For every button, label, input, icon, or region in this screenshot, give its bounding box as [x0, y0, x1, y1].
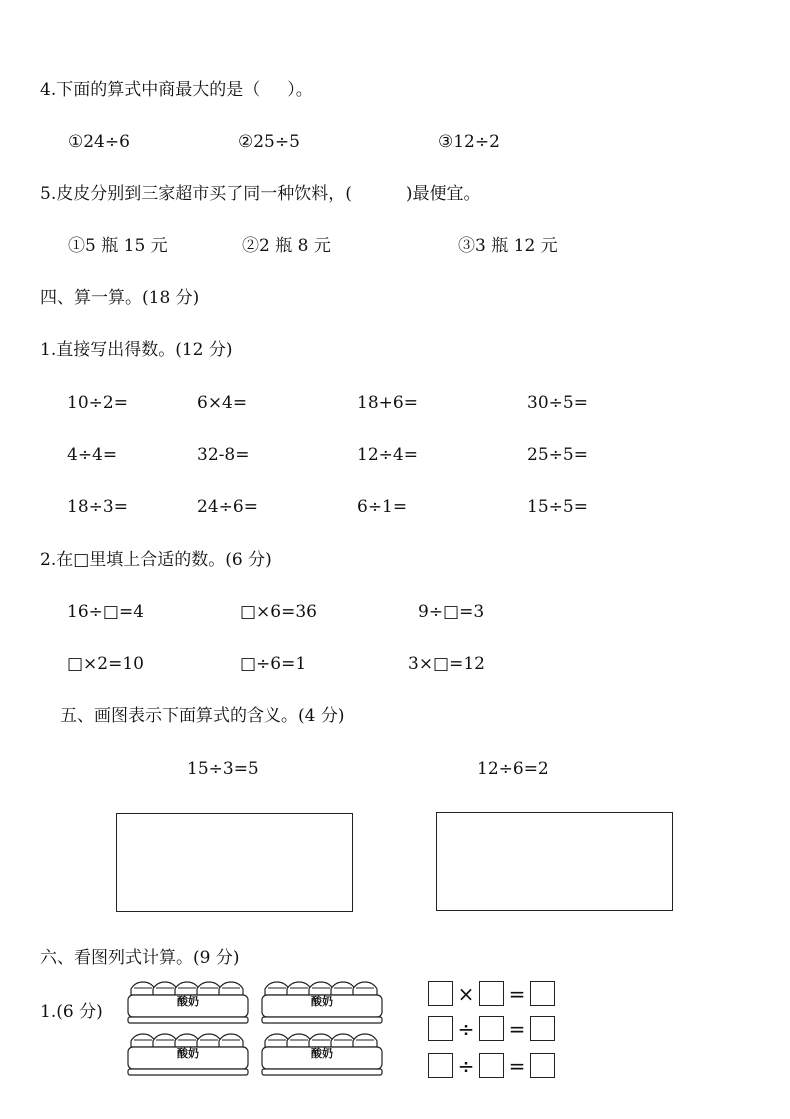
- expression-1: 15÷3=5: [187, 759, 259, 779]
- calc-item: 24÷6=: [197, 497, 258, 517]
- section6-title: 六、看图列式计算。(9 分): [40, 948, 240, 968]
- drawing-box-2[interactable]: [436, 812, 673, 911]
- equation-row-2: [428, 1016, 555, 1041]
- fill-item: 3×□=12: [408, 654, 485, 674]
- fill-item: 9÷□=3: [418, 602, 485, 622]
- calc-item: 12÷4=: [357, 445, 418, 465]
- fill-item: □×6=36: [240, 602, 317, 622]
- pack-label: 酸奶: [177, 1047, 199, 1060]
- calc-item: 18÷3=: [67, 497, 128, 517]
- yogurt-pack-image: [260, 1031, 384, 1077]
- calc-item: 6×4=: [197, 393, 248, 413]
- section4-part1-title: 1.直接写出得数。(12 分): [40, 340, 233, 360]
- answer-box[interactable]: [530, 1053, 555, 1078]
- section4-title: 四、算一算。(18 分): [40, 288, 200, 308]
- yogurt-pack-image: [126, 1031, 250, 1077]
- section5-title: 五、画图表示下面算式的含义。(4 分): [60, 706, 345, 726]
- calc-item: 32-8=: [197, 445, 250, 465]
- operator: ÷: [457, 1016, 475, 1041]
- q5-option-1: ①5 瓶 15 元: [68, 236, 168, 256]
- q4-option-2: ②25÷5: [238, 132, 300, 152]
- drawing-box-1[interactable]: [116, 813, 353, 912]
- answer-box[interactable]: [428, 1016, 453, 1041]
- equation-row-1: [428, 981, 555, 1006]
- calc-item: 30÷5=: [527, 393, 588, 413]
- equals-sign: =: [508, 1016, 526, 1041]
- fill-item: □÷6=1: [240, 654, 307, 674]
- yogurt-pack-image: [260, 979, 384, 1025]
- q5-question: 5.皮皮分别到三家超市买了同一种饮料，( )最便宜。: [40, 184, 481, 204]
- answer-box[interactable]: [428, 1053, 453, 1078]
- answer-box[interactable]: [530, 1016, 555, 1041]
- answer-box[interactable]: [428, 981, 453, 1006]
- section4-part2-title: 2.在□里填上合适的数。(6 分): [40, 550, 272, 570]
- q4-option-3: ③12÷2: [438, 132, 500, 152]
- answer-box[interactable]: [530, 981, 555, 1006]
- answer-box[interactable]: [479, 981, 504, 1006]
- calc-item: 25÷5=: [527, 445, 588, 465]
- q1-label: 1.(6 分): [40, 1002, 103, 1022]
- pack-label: 酸奶: [311, 1047, 333, 1060]
- equation-row-3: [428, 1053, 555, 1078]
- q4-option-1: ①24÷6: [68, 132, 130, 152]
- equals-sign: =: [508, 981, 526, 1006]
- calc-item: 10÷2=: [67, 393, 128, 413]
- pack-label: 酸奶: [177, 995, 199, 1008]
- answer-box[interactable]: [479, 1053, 504, 1078]
- fill-item: □×2=10: [67, 654, 144, 674]
- q4-question: 4.下面的算式中商最大的是（ ）。: [40, 80, 313, 100]
- fill-item: 16÷□=4: [67, 602, 144, 622]
- operator: ×: [457, 981, 475, 1006]
- operator: ÷: [457, 1053, 475, 1078]
- calc-item: 18+6=: [357, 393, 418, 413]
- calc-item: 15÷5=: [527, 497, 588, 517]
- q5-option-2: ②2 瓶 8 元: [242, 236, 331, 256]
- q5-option-3: ③3 瓶 12 元: [458, 236, 558, 256]
- calc-item: 4÷4=: [67, 445, 118, 465]
- pack-label: 酸奶: [311, 995, 333, 1008]
- calc-item: 6÷1=: [357, 497, 408, 517]
- answer-box[interactable]: [479, 1016, 504, 1041]
- yogurt-pack-image: [126, 979, 250, 1025]
- expression-2: 12÷6=2: [477, 759, 549, 779]
- equals-sign: =: [508, 1053, 526, 1078]
